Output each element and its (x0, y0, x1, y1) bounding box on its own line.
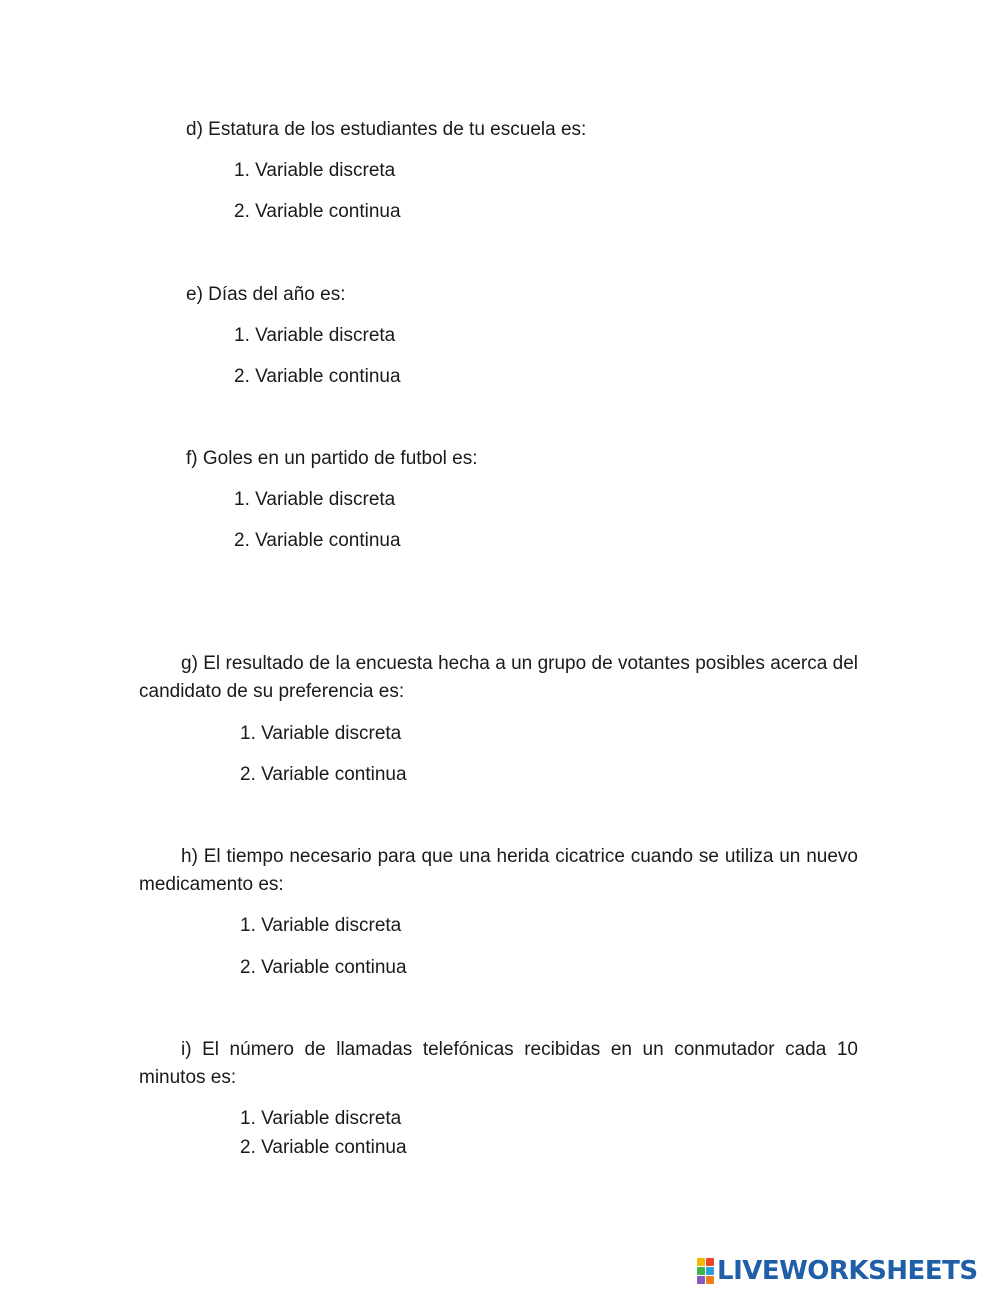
question-h-prompt: h) El tiempo necesario para que una herida cicatrice cuando se utiliza un nuevo medicamento es: (139, 846, 858, 895)
logo-block (706, 1258, 714, 1266)
logo-block (706, 1276, 714, 1284)
question-e-option-1[interactable]: 1. Variable discreta (234, 325, 396, 346)
question-i-option-2[interactable]: 2. Variable continua (240, 1137, 407, 1158)
logo-blocks-icon (697, 1258, 714, 1284)
question-d-option-2[interactable]: 2. Variable continua (234, 201, 401, 222)
question-e-prompt: e) Días del año es: (186, 284, 346, 305)
question-f-option-2[interactable]: 2. Variable continua (234, 530, 401, 551)
question-g-option-1[interactable]: 1. Variable discreta (240, 723, 402, 744)
question-i-prompt-block (139, 1036, 858, 1092)
logo-block (697, 1267, 705, 1275)
question-h-prompt-block (139, 843, 858, 899)
question-f-prompt: f) Goles en un partido de futbol es: (186, 448, 478, 469)
question-d-option-1[interactable]: 1. Variable discreta (234, 160, 396, 181)
question-f-option-1[interactable]: 1. Variable discreta (234, 489, 396, 510)
question-e-option-2[interactable]: 2. Variable continua (234, 366, 401, 387)
logo-block (697, 1258, 705, 1266)
logo-block (706, 1267, 714, 1275)
question-i-prompt: i) El número de llamadas telefónicas recibidas en un conmutador cada 10 minutos es: (139, 1039, 858, 1088)
question-i-option-1[interactable]: 1. Variable discreta (240, 1108, 402, 1129)
question-g-prompt-block (139, 650, 858, 706)
logo-block (697, 1276, 705, 1284)
logo-text: LIVEWORKSHEETS (717, 1256, 978, 1286)
question-g-prompt: g) El resultado de la encuesta hecha a un grupo de votantes posibles acerca del candidato de su preferencia es: (139, 653, 858, 702)
question-d-prompt: d) Estatura de los estudiantes de tu escuela es: (186, 119, 587, 140)
question-h-option-1[interactable]: 1. Variable discreta (240, 915, 402, 936)
liveworksheets-logo (697, 1254, 978, 1288)
question-g-option-2[interactable]: 2. Variable continua (240, 764, 407, 785)
question-h-option-2[interactable]: 2. Variable continua (240, 957, 407, 978)
